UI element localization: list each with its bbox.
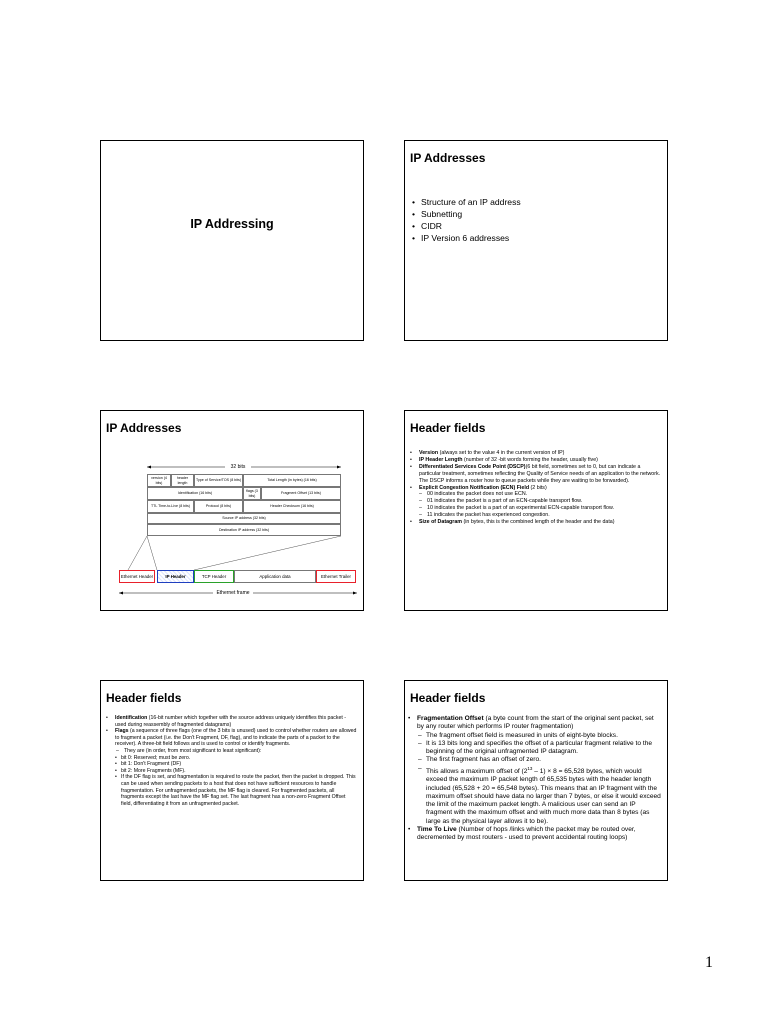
sub-bullet-item <box>418 765 661 826</box>
slide-title: Header fields <box>410 421 486 435</box>
ip-header-segment: IP Header <box>157 570 194 583</box>
field-name: Fragmentation Offset <box>417 715 484 722</box>
bullet-item <box>410 457 661 464</box>
slide-header-fields-1 <box>404 410 668 611</box>
field-description: (in bytes, this is the combined length of the header and the data) <box>461 519 615 526</box>
field-description: (6 bit field, sometimes set to 0, but can indicate a particular treatment, sometimes reflecting the Quality of Service needs of an application to the network. The DSCP informs a router how to queue packets while they are waiting to be forwarded). <box>419 463 661 484</box>
slide-title: Header fields <box>410 691 486 705</box>
protocol-field: Protocol (8 bits) <box>194 500 243 513</box>
application-data-segment: Application data <box>234 570 316 583</box>
exponent: 13 <box>527 765 533 771</box>
slide-ip-header-diagram <box>100 410 364 611</box>
bullet-item: • IP Version 6 addresses <box>412 232 661 244</box>
bullet-item <box>410 450 661 457</box>
ethernet-trailer-segment: Ethernet Trailer <box>316 570 356 583</box>
destination-ip-field: Destination IP address (32 bits) <box>147 524 341 536</box>
flag-bit-item: • bit 1: Don't Fragment (DF) <box>115 761 357 768</box>
frame-label: Ethernet frame <box>216 590 250 596</box>
field-description: (a sequence of three flags (one of the 3 bits is unused) used to control whether routers are allowed to fragment a packet (i.e. the Don't Fragment, DF, flag), and to indicate the parts of a packet to the receiver). A three-bit field follows and is used to control or identify fragments. <box>115 728 357 748</box>
max-offset-text-cont: – 1) × 8 = 65,528 bytes, which would exceed the maximum IP packet length of 65,535 bytes with the header length included (65,528 + 20 = 65,548 bytes). This means that an IP fragment with the maximum offset should have data no larger than 7 bytes, or else it would exceed the limit of the maximum packet length. A malicious user can send an IP fragment with the maximum offset and with much more data than 8 bytes (as large as the physical layer allows it to be). <box>426 767 661 825</box>
page-number: 1 <box>705 954 713 971</box>
tos-field: Type of Service/TOS (8 bits) <box>194 474 243 487</box>
slide-title: IP Addresses <box>106 421 182 435</box>
bullet-item: • Structure of an IP address <box>412 196 661 208</box>
slide-ip-addressing <box>100 140 364 341</box>
header-length-field: header length <box>171 474 194 487</box>
sub-bullet-item: – They are (in order, from most significant to least significant): <box>116 748 357 755</box>
sub-bullet-item: – The first fragment has an offset of zero. <box>418 756 661 764</box>
slide-body <box>408 715 661 843</box>
field-name: Differentiated Services Code Point (DSCP) <box>419 463 526 470</box>
slide-header-fields-2 <box>100 680 364 881</box>
bits-label: 32 bits <box>230 463 246 470</box>
bullet-item <box>410 464 661 485</box>
slide-title: IP Addresses <box>410 151 486 165</box>
bullet-item <box>106 715 357 728</box>
sub-bullet-item: – It is 13 bits long and specifies the offset of a particular fragment relative to the beginning of the original unfragmented IP datagram. <box>418 740 661 757</box>
version-field: version (4 bits) <box>147 474 171 487</box>
bullet-item <box>408 715 661 732</box>
bullet-item <box>410 519 661 526</box>
field-description: (a byte count from the start of the original sent packet, set by any router which performs IP router fragmentation) <box>417 715 654 731</box>
field-description: (number of 32 -bit words forming the header, usually five) <box>462 456 598 463</box>
slide-title: IP Addressing <box>190 217 274 231</box>
field-name: Version <box>419 450 439 456</box>
bullet-item <box>408 826 661 843</box>
slide-header-fields-3 <box>404 680 668 881</box>
bullet-item: • CIDR <box>412 220 661 232</box>
field-description: (2 bits) <box>529 484 547 491</box>
fragment-offset-field: Fragment Offset (13 bits) <box>261 487 341 500</box>
slide-body <box>412 196 661 244</box>
bullet-item: • Subnetting <box>412 208 661 220</box>
field-name: Size of Datagram <box>419 519 462 526</box>
field-name: Time To Live <box>417 826 457 834</box>
header-checksum-field: Header Checksum (16 bits) <box>243 500 341 513</box>
bullet-item <box>106 728 357 748</box>
field-name: Explicit Congestion Notification (ECN) Field <box>419 484 530 491</box>
bullet-item <box>410 485 661 492</box>
flag-bit-item: • bit 0: Reserved; must be zero. <box>115 755 357 762</box>
sub-bullet-item: – 10 indicates the packet is a part of an experimental ECN-capable transport flow. <box>419 505 661 512</box>
ip-header-diagram <box>101 411 364 611</box>
slide-title: Header fields <box>106 691 182 705</box>
slide-ip-addresses-outline <box>404 140 668 341</box>
slide-body <box>106 715 357 807</box>
source-ip-field: Source IP address (32 bits) <box>147 513 341 524</box>
field-name: Identification <box>115 715 148 721</box>
field-description: (Number of hops /links which the packet may be routed over, decremented by most routers - used to prevent accidental routing loops) <box>417 826 636 842</box>
field-name: Flags <box>115 728 129 735</box>
field-name: IP Header Length <box>419 456 463 463</box>
flags-field: flags (3 bits) <box>243 487 261 500</box>
sub-bullet-item: – 01 indicates the packet is a part of an ECN-capable transport flow. <box>419 498 661 505</box>
sub-bullet-item: – 00 indicates the packet does not use ECN. <box>419 491 661 498</box>
slide-body <box>410 450 661 526</box>
ttl-field: TTL Time-to-Live (8 bits) <box>147 500 194 513</box>
flag-bit-item: • bit 2: More Fragments (MF). <box>115 768 357 775</box>
tcp-header-segment: TCP Header <box>194 570 234 583</box>
field-description: (16-bit number which together with the source address uniquely identifies this packet - used during reassembly of fragmented datagrams) <box>115 715 346 728</box>
sub-bullet-item: – 11 indicates the packet has experienced congestion. <box>419 512 661 519</box>
ethernet-header-segment: Ethernet Header <box>119 570 155 583</box>
flag-bit-item: • If the DF flag is set, and fragmentation is required to route the packet, then the packet is dropped. This can be used when sending packets to a host that does not have sufficient resources to handle fragmentation. For unfragmented packets, the MF flag is cleared. For fragmented packets, all fragments except the last have the MF flag set. The last fragment has a non-zero Fragment Offset field, differentiating it from an unfragmented packet. <box>115 774 357 807</box>
field-description: (always set to the value 4 in the current version of IP) <box>438 450 565 456</box>
identification-field: Identification (16 bits) <box>147 487 243 500</box>
total-length-field: Total Length (in bytes) (16 bits) <box>243 474 341 487</box>
max-offset-text: This allows a maximum offset of (2 <box>426 767 528 775</box>
sub-bullet-item: – The fragment offset field is measured in units of eight-byte blocks. <box>418 732 661 740</box>
